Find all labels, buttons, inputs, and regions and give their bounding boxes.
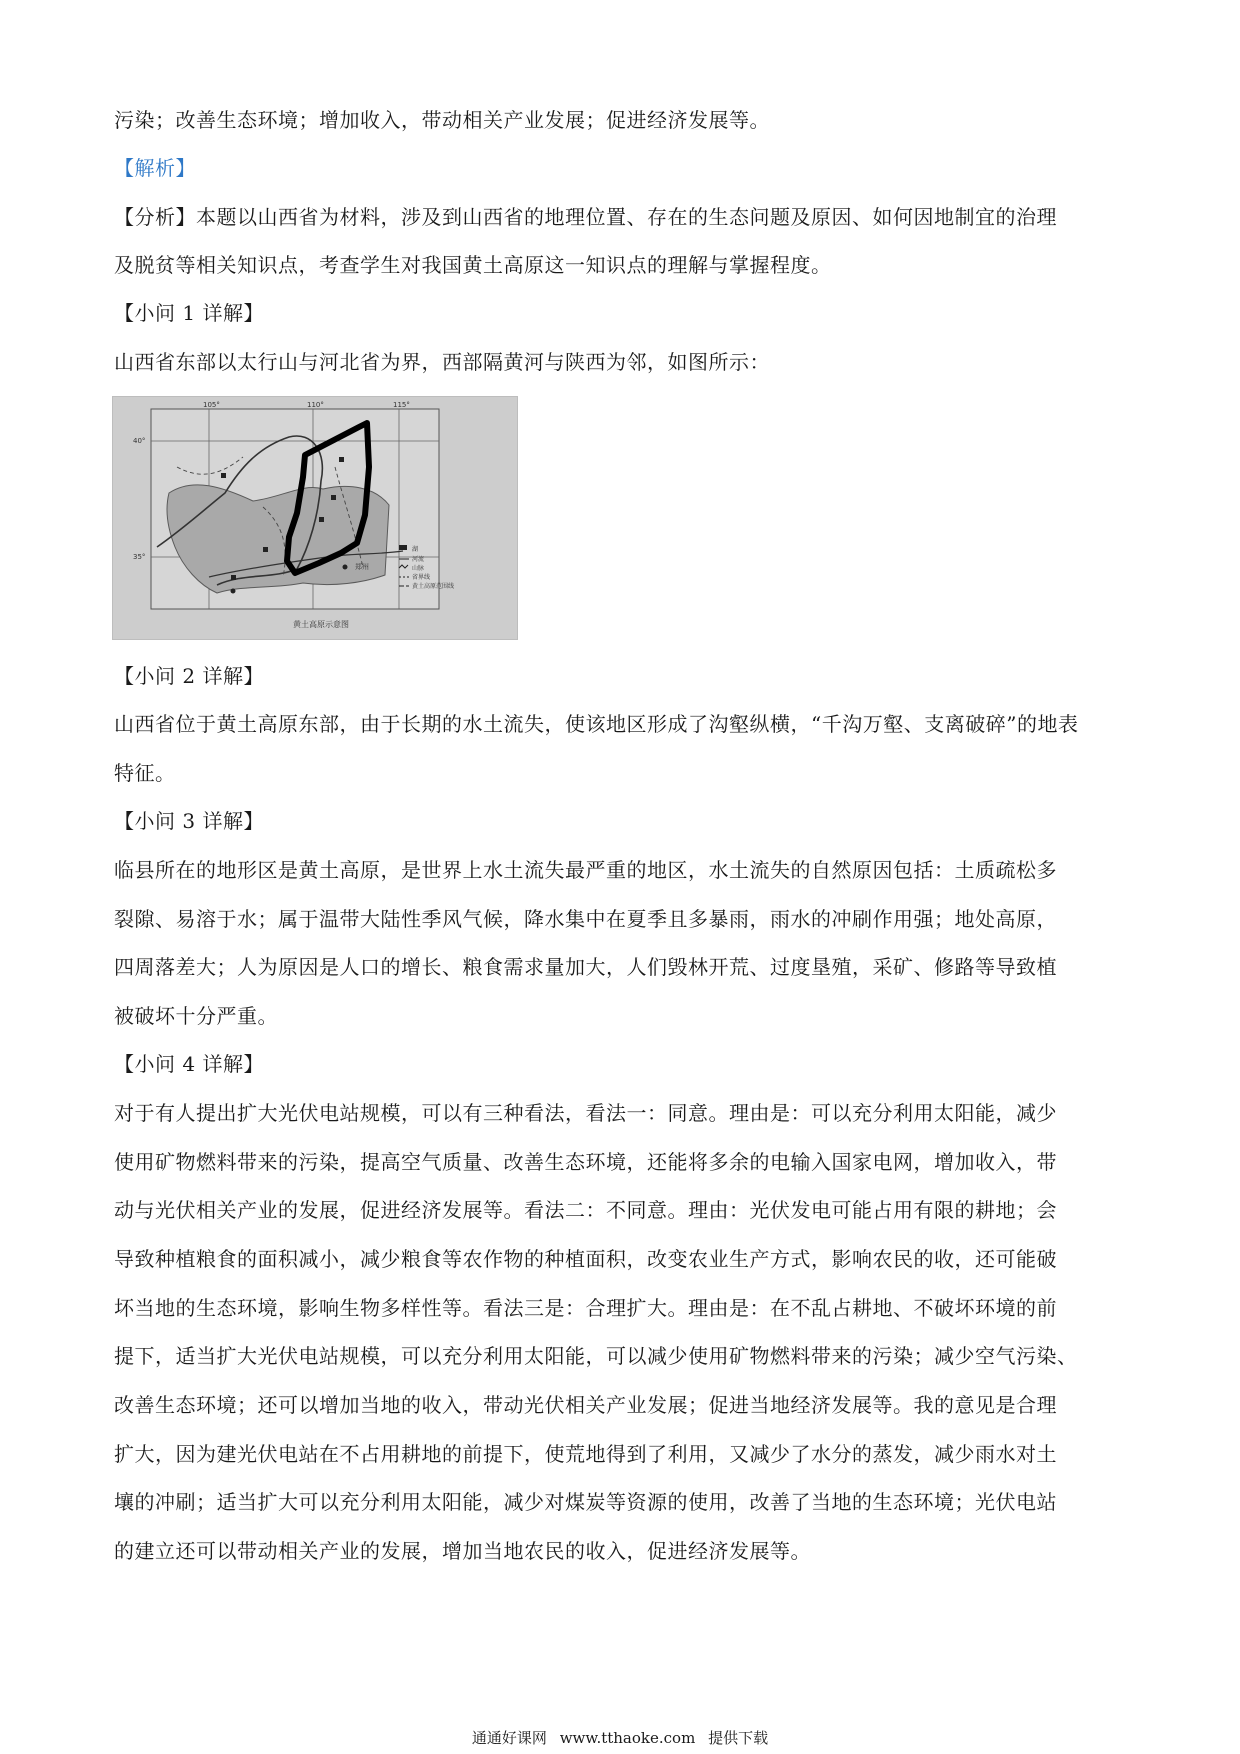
paragraph-line: 坏当地的生态环境，影响生物多样性等。看法三是：合理扩大。理由是：在不乱占耕地、不破坏环境的前 (114, 1296, 1057, 1320)
lon-label: 115° (393, 401, 410, 409)
paragraph-line: 导致种植粮食的面积减小，减少粮食等农作物的种植面积，改变农业生产方式，影响农民的收，还可能破 (114, 1247, 1057, 1271)
footer-url-link[interactable]: www.tthaoke.com (559, 1729, 696, 1747)
paragraph-line: 的建立还可以带动相关产业的发展，增加当地农民的收入，促进经济发展等。 (114, 1539, 811, 1563)
loess-plateau-map-figure (112, 396, 518, 640)
paragraph-line: 山西省东部以太行山与河北省为界，西部隔黄河与陕西为邻，如图所示： (114, 350, 770, 374)
legend-label: 省界线 (412, 574, 431, 581)
subquestion-heading-2: 【小问 2 详解】 (114, 664, 264, 688)
paragraph-line: 山西省位于黄土高原东部，由于长期的水土流失，使该地区形成了沟壑纵横，“千沟万壑、支离破碎”的地表 (114, 712, 1079, 736)
paragraph-line: 【分析】本题以山西省为材料，涉及到山西省的地理位置、存在的生态问题及原因、如何因地制宜的治理 (114, 205, 1057, 229)
paragraph-line: 改善生态环境；还可以增加当地的收入，带动光伏相关产业发展；促进当地经济发展等。我的意见是合理 (114, 1393, 1057, 1417)
section-heading-analysis: 【解析】 (114, 156, 196, 180)
paragraph-line: 扩大，因为建光伏电站在不占用耕地的前提下，使荒地得到了利用，又减少了水分的蒸发，减少雨水对土 (114, 1442, 1057, 1466)
paragraph-line: 裂隙、易溶于水；属于温带大陆性季风气候，降水集中在夏季且多暴雨，雨水的冲刷作用强；地处高原， (114, 907, 1057, 931)
legend-label: 河流 (412, 556, 425, 563)
legend-label: 黄土高原范围线 (412, 583, 455, 590)
footer-site-name: 通通好课网 (471, 1729, 547, 1747)
lat-label: 35° (133, 553, 146, 561)
subquestion-heading-4: 【小问 4 详解】 (114, 1052, 264, 1076)
legend-label: 山脉 (412, 565, 425, 572)
place-label: 郑州 (355, 563, 369, 571)
paragraph-line: 对于有人提出扩大光伏电站规模，可以有三种看法，看法一：同意。理由是：可以充分利用太阳能，减少 (114, 1101, 1057, 1125)
paragraph-line: 被破坏十分严重。 (114, 1004, 278, 1028)
paragraph-line: 壤的冲刷；适当扩大可以充分利用太阳能，减少对煤炭等资源的使用，改善了当地的生态环境；光伏电站 (114, 1490, 1057, 1514)
legend-label: 湖 (412, 546, 419, 553)
subquestion-heading-1: 【小问 1 详解】 (114, 301, 264, 325)
subquestion-heading-3: 【小问 3 详解】 (114, 809, 264, 833)
paragraph-line: 使用矿物燃料带来的污染，提高空气质量、改善生态环境，还能将多余的电输入国家电网，增加收入，带 (114, 1150, 1057, 1174)
page-footer (0, 1728, 1240, 1748)
paragraph-line: 特征。 (114, 761, 176, 785)
paragraph-line: 动与光伏相关产业的发展，促进经济发展等。看法二：不同意。理由：光伏发电可能占用有限的耕地；会 (114, 1198, 1057, 1222)
map-caption: 黄土高原示意图 (293, 620, 349, 629)
lat-label: 40° (133, 437, 146, 445)
paragraph-line: 四周落差大；人为原因是人口的增长、粮食需求量加大，人们毁林开荒、过度垦殖，采矿、修路等导致植 (114, 955, 1057, 979)
paragraph-line: 临县所在的地形区是黄土高原，是世界上水土流失最严重的地区，水土流失的自然原因包括：土质疏松多 (114, 858, 1057, 882)
paragraph-line: 及脱贫等相关知识点，考查学生对我国黄土高原这一知识点的理解与掌握程度。 (114, 253, 832, 277)
paragraph-line: 污染；改善生态环境；增加收入，带动相关产业发展；促进经济发展等。 (114, 108, 770, 132)
lon-label: 105° (203, 401, 220, 409)
paragraph-line: 提下，适当扩大光伏电站规模，可以充分利用太阳能，可以减少使用矿物燃料带来的污染；减少空气污染、 (114, 1344, 1078, 1368)
footer-suffix: 提供下载 (708, 1729, 769, 1747)
lon-label: 110° (307, 401, 324, 409)
